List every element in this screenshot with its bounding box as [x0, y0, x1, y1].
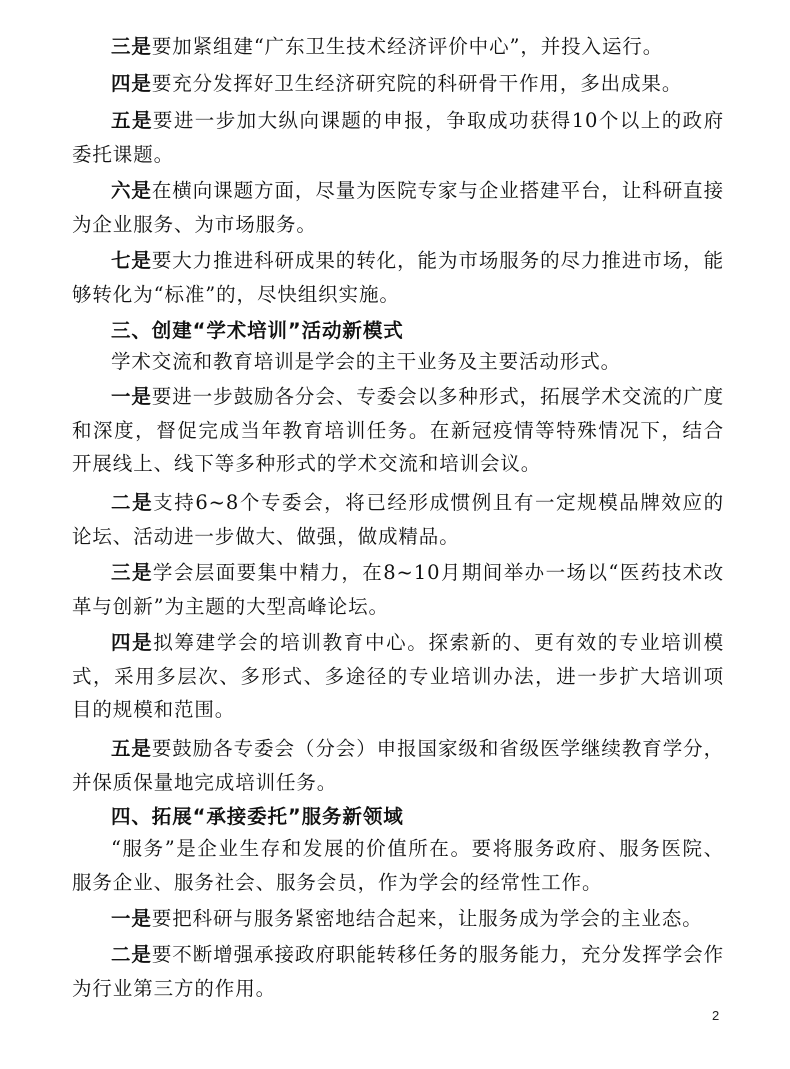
- paragraph-lead: 一是: [111, 907, 152, 930]
- paragraph-lead: 六是: [111, 179, 152, 202]
- paragraph-lead: 一是: [111, 385, 152, 408]
- paragraph-text: 要把科研与服务紧密地结合起来，让服务成为学会的主业态。: [151, 907, 703, 930]
- paragraph-text: 要进一步鼓励各分会、专委会以多种形式，拓展学术交流的广度和深度，督促完成当年教育培训任务。在新冠疫情等特殊情况下，结合开展线上、线下等多种形式的学术交流和培训会议。: [72, 385, 724, 475]
- section-3-intro: 学术交流和教育培训是学会的主干业务及主要活动形式。: [111, 350, 622, 373]
- paragraph-item-3: [72, 30, 724, 64]
- paragraph-lead: 三是: [111, 561, 153, 584]
- paragraph-lead: 三是: [111, 35, 152, 58]
- paragraph-lead: 七是: [111, 249, 152, 272]
- section-4-heading: 四、拓展“承接委托”服务新领域: [111, 805, 404, 828]
- paragraph-lead: 五是: [111, 109, 153, 132]
- paragraph-text: 要不断增强承接政府职能转移任务的服务能力，充分发挥学会作为行业第三方的作用。: [72, 943, 724, 1000]
- section-4-intro: “服务”是企业生存和发展的价值所在。要将服务政府、服务医院、服务企业、服务社会、服务会员，作为学会的经常性工作。: [72, 837, 724, 894]
- section-3-heading: 三、创建“学术培训”活动新模式: [111, 319, 404, 342]
- page-number: 2: [712, 1008, 720, 1023]
- paragraph-lead: 四是: [111, 72, 152, 95]
- paragraph-text: 要加紧组建“广东卫生技术经济评价中心”，并投入运行。: [151, 35, 664, 58]
- paragraph-lead: 二是: [111, 943, 152, 966]
- section-3-item-1: [72, 380, 724, 481]
- paragraph-item-6: [72, 174, 724, 241]
- paragraph-item-7: [72, 244, 724, 311]
- paragraph-text: 要进一步加大纵向课题的申报，争取成功获得10个以上的政府委托课题。: [72, 109, 724, 166]
- paragraph-lead: 二是: [111, 491, 154, 514]
- paragraph-text: 拟筹建学会的培训教育中心。探索新的、更有效的专业培训模式，采用多层次、多形式、多途径的专业培训办法，进一步扩大培训项目的规模和范围。: [72, 631, 724, 721]
- section-3-item-2: [72, 486, 724, 553]
- paragraph-lead: 四是: [111, 631, 154, 654]
- section-3-item-5: [72, 732, 724, 799]
- paragraph-item-5: [72, 104, 724, 171]
- paragraph-text: 要大力推进科研成果的转化，能为市场服务的尽力推进市场，能够转化为“标准”的，尽快组织实施。: [72, 249, 724, 306]
- paragraph-text: 支持6~8个专委会，将已经形成惯例且有一定规模品牌效应的论坛、活动进一步做大、做强，做成精品。: [72, 491, 724, 548]
- paragraph-item-4: [72, 67, 724, 101]
- section-3-item-3: [72, 556, 724, 623]
- section-3-item-4: [72, 626, 724, 727]
- paragraph-lead: 五是: [111, 737, 152, 760]
- paragraph-text: 要充分发挥好卫生经济研究院的科研骨干作用，多出成果。: [151, 72, 683, 95]
- paragraph-text: 学会层面要集中精力，在8~10月期间举办一场以“医药技术改革与创新”为主题的大型高峰论坛。: [72, 561, 724, 618]
- section-4-item-2: [72, 938, 724, 1005]
- paragraph-text: 要鼓励各专委会（分会）申报国家级和省级医学继续教育学分，并保质保量地完成培训任务。: [72, 737, 724, 794]
- paragraph-text: 在横向课题方面，尽量为医院专家与企业搭建平台，让科研直接为企业服务、为市场服务。: [72, 179, 724, 236]
- section-4-item-1: [72, 902, 724, 936]
